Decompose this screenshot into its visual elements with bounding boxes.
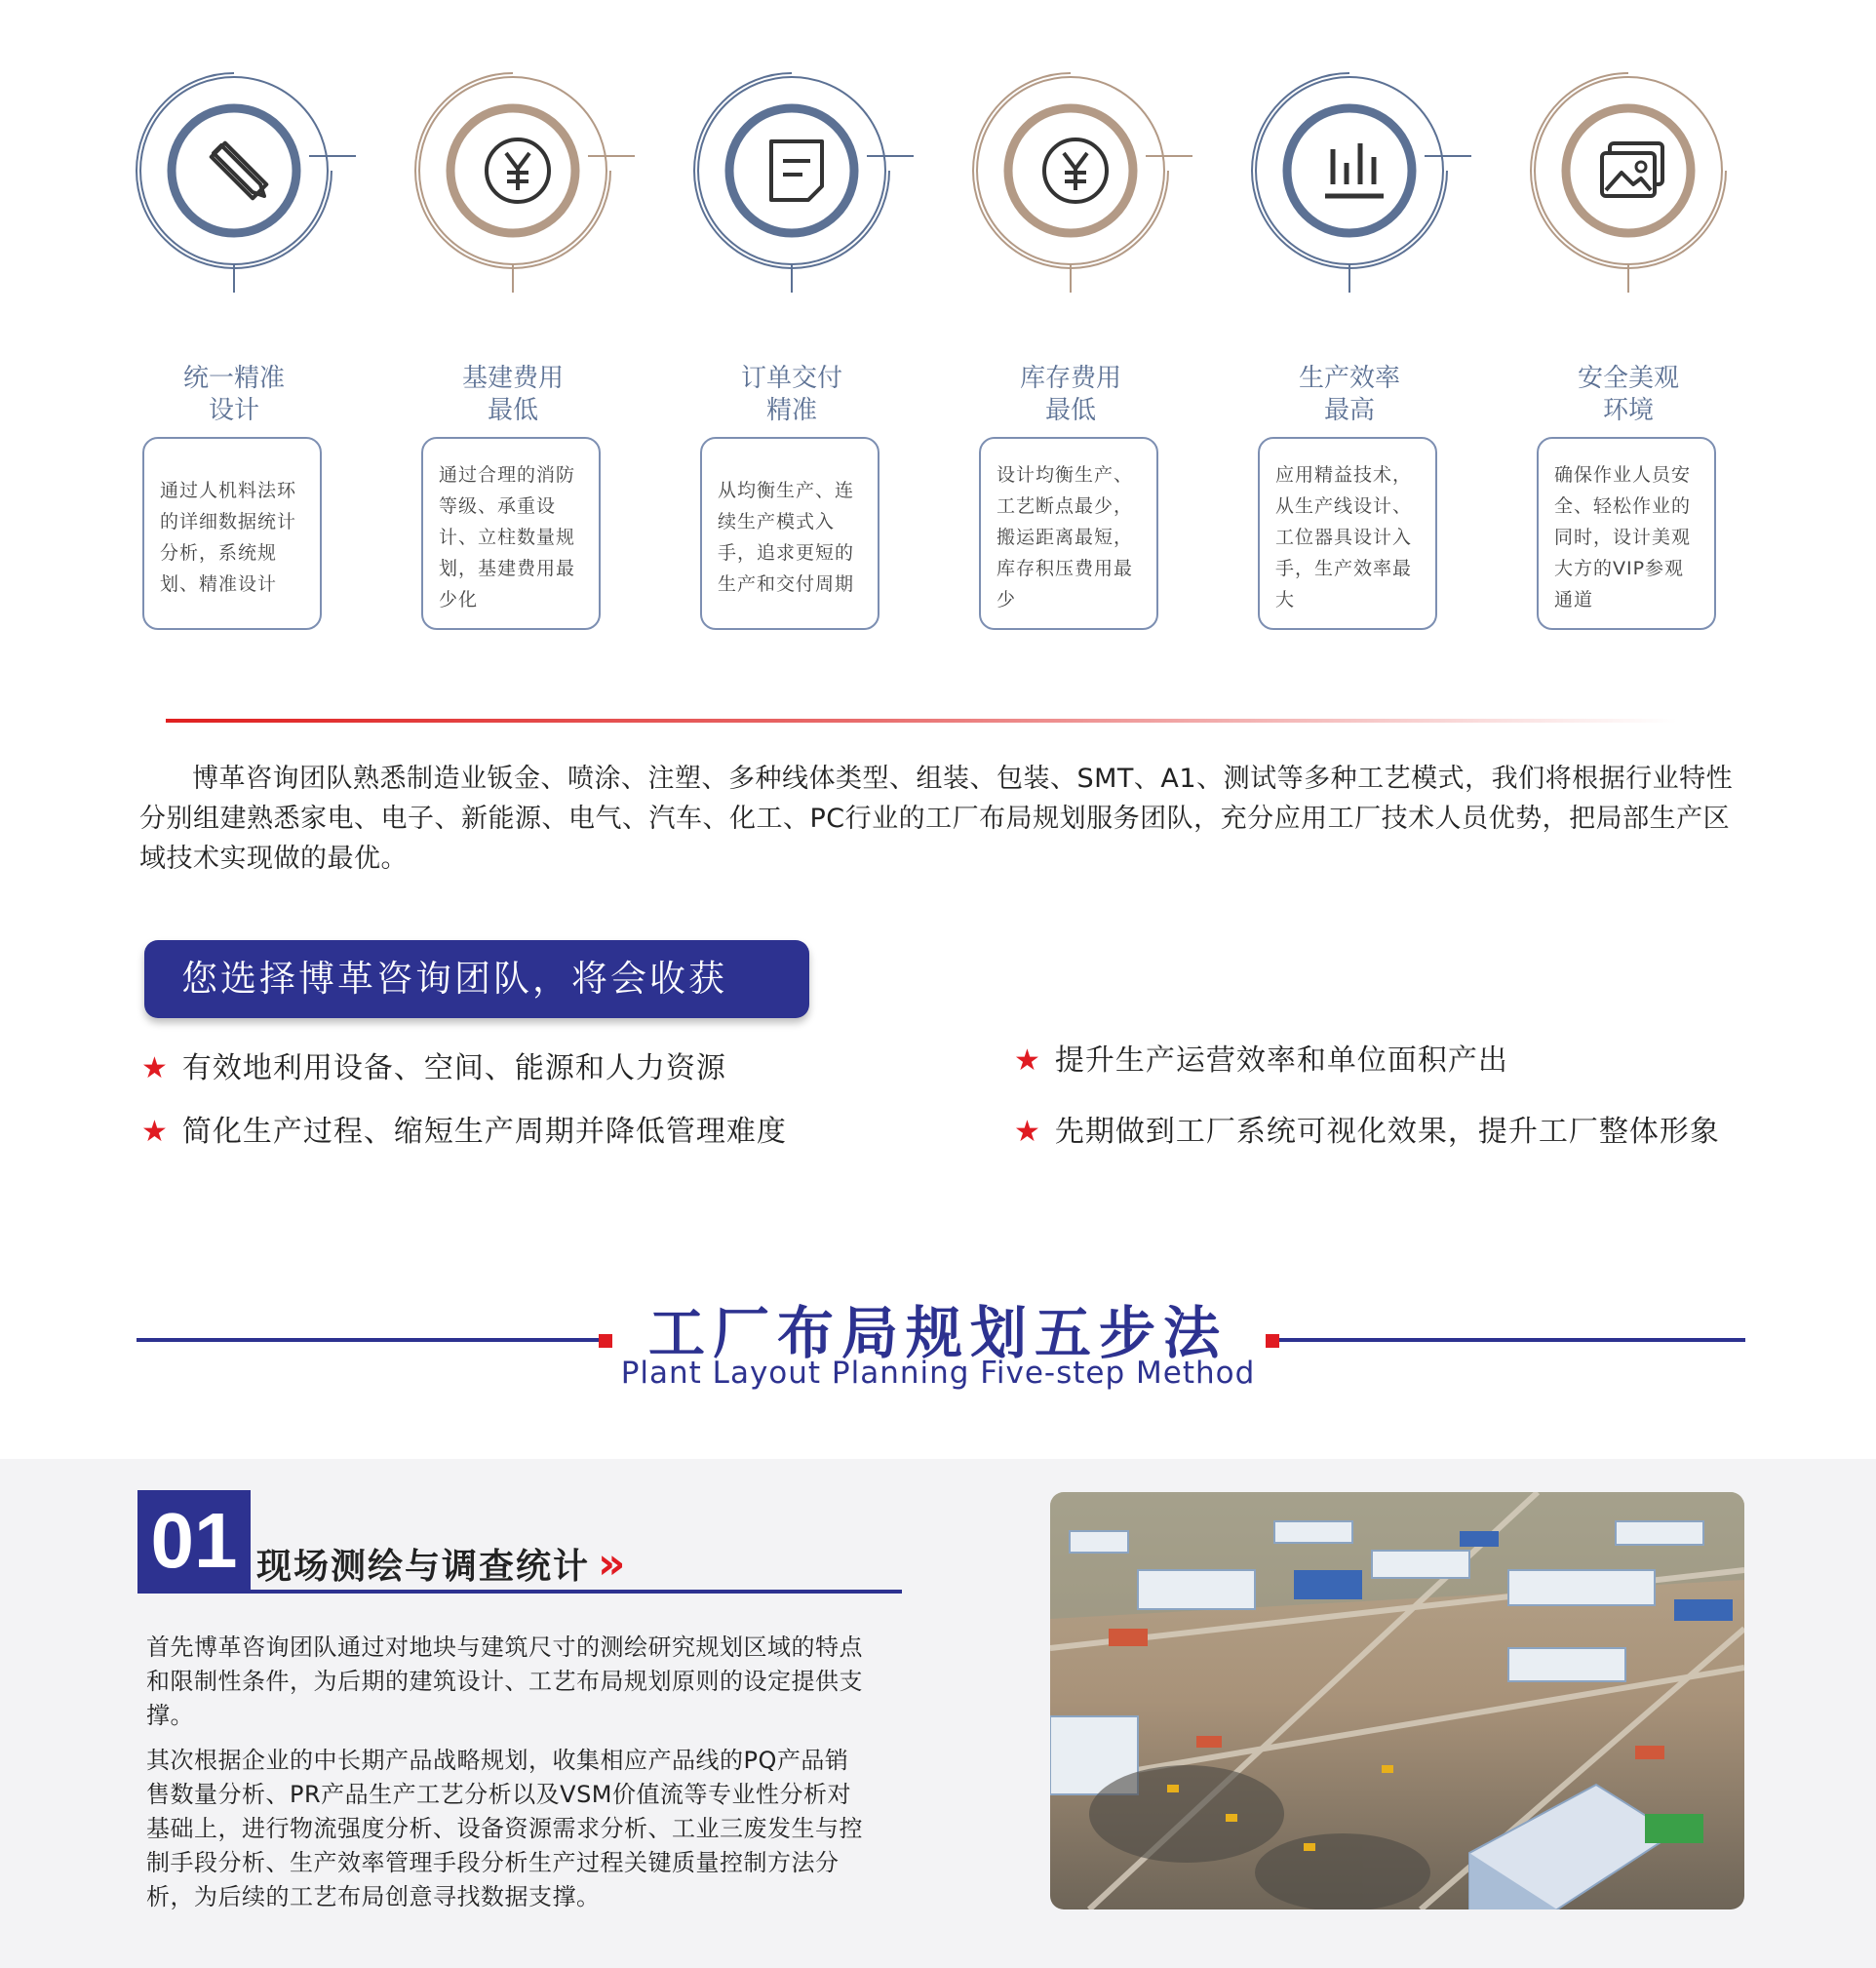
feature-step-inventory-cost: [924, 49, 1217, 634]
step1-paragraph-2: 其次根据企业的中长期产品战略规划，收集相应产品线的PQ产品销售数量分析、PR产品生产工艺分析以及VSM价值流等专业性分析对基础上，进行物流强度分析、设备资源需求分析、工业三废发生与控制手段分析、生产效率管理手段分析生产过程关键质量控制方法分析，为后续的工艺布局创意寻找数据支撑。: [146, 1747, 863, 1910]
step-description: 通过人机料法环的详细数据统计分析，系统规划、精准设计: [142, 437, 322, 630]
intro-paragraph: 博革咨询团队熟悉制造业钣金、喷涂、注塑、多种线体类型、组装、包装、SMT、A1、测试等多种工艺模式，我们将根据行业特性分别组建熟悉家电、电子、新能源、电气、汽车、化工、PC行业的工厂布局规划服务团队，充分应用工厂技术人员优势，把局部生产区域技术实现做的最优。: [139, 764, 1734, 874]
benefit-item: ★ 提升生产运营效率和单位面积产出: [1014, 1043, 1508, 1078]
picture-icon: [1594, 132, 1672, 210]
star-icon: ★: [141, 1115, 169, 1149]
step1-title: 现场测绘与调查统计 »: [256, 1539, 628, 1589]
section-title: 工厂布局规划五步法: [647, 1300, 1228, 1366]
aerial-site-photo: [1050, 1492, 1744, 1909]
benefit-item: ★ 先期做到工厂系统可视化效果，提升工厂整体形象: [1014, 1115, 1720, 1149]
step-number-badge: 01: [137, 1490, 251, 1592]
bar-chart-icon: [1315, 132, 1393, 210]
step-title: 库存费用 最低: [1019, 364, 1121, 425]
feature-step-design: [88, 49, 380, 634]
step-title: 订单交付 精准: [740, 364, 842, 425]
gains-heading: 您选择博革咨询团队，将会收获: [144, 940, 809, 1018]
step-title: 基建费用 最低: [461, 364, 564, 425]
pencil-ruler-icon: [200, 132, 278, 210]
step-title: 生产效率 最高: [1298, 364, 1400, 425]
feature-steps: [0, 0, 1876, 644]
red-divider: [166, 719, 1677, 723]
feature-step-efficiency: [1203, 49, 1496, 634]
feature-step-order-delivery: [645, 49, 938, 634]
step-description: 设计均衡生产、工艺断点最少，搬运距离最短，库存积压费用最少: [979, 437, 1158, 630]
step-title: 统一精准 设计: [182, 364, 285, 425]
step-description: 应用精益技术，从生产线设计、工位器具设计入手，生产效率最大: [1258, 437, 1437, 630]
step1-paragraph-1: 首先博革咨询团队通过对地块与建筑尺寸的测绘研究规划区域的特点和限制性条件，为后期的建筑设计、工艺布局规划原则的设定提供支撑。: [146, 1633, 863, 1729]
section-line-left: [137, 1338, 603, 1342]
star-icon: ★: [1014, 1115, 1041, 1149]
step-description: 从均衡生产、连续生产模式入手，追求更短的生产和交付周期: [700, 437, 879, 630]
section-subtitle: Plant Layout Planning Five-step Method: [620, 1356, 1256, 1391]
step-title: 安全美观 环境: [1577, 364, 1679, 425]
step-description: 通过合理的消防等级、承重设计、立柱数量规划，基建费用最少化: [421, 437, 601, 630]
section-line-right: [1279, 1338, 1745, 1342]
yen-coin-icon: [1036, 132, 1114, 210]
double-chevron-icon: »: [598, 1539, 628, 1589]
step-description: 确保作业人员安全、轻松作业的同时，设计美观大方的VIP参观通道: [1537, 437, 1716, 630]
feature-step-construction-cost: [367, 49, 659, 634]
document-icon: [758, 132, 836, 210]
star-icon: ★: [141, 1051, 169, 1085]
benefit-item: ★ 简化生产过程、缩短生产周期并降低管理难度: [141, 1115, 787, 1149]
step1-underline: [137, 1590, 902, 1594]
benefit-item: ★ 有效地利用设备、空间、能源和人力资源: [141, 1051, 726, 1085]
star-icon: ★: [1014, 1043, 1041, 1078]
yen-coin-icon: [479, 132, 557, 210]
feature-step-safety: [1482, 49, 1775, 634]
